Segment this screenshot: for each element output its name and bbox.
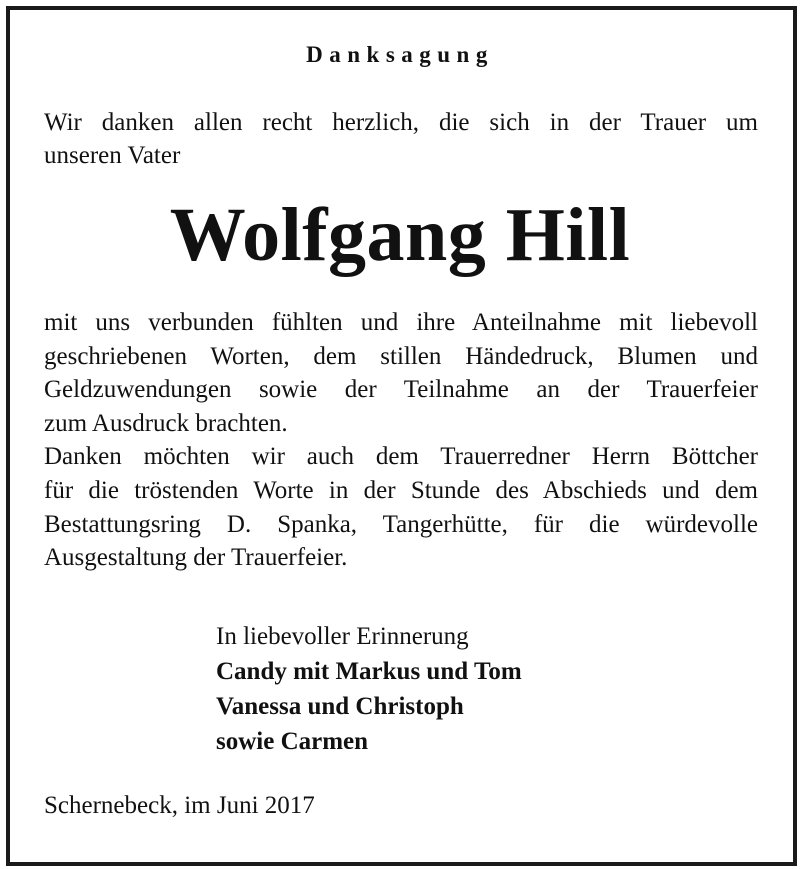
paragraph-line: Geldzuwendungen sowie der Teilnahme an der Trauerfeier: [44, 376, 758, 404]
paragraph-line: für die tröstenden Worte in der Stunde des Abschieds und dem: [44, 476, 758, 504]
thanks-paragraph: [44, 306, 758, 575]
signature-name: sowie Carmen: [216, 728, 369, 755]
paragraph-line: zum Ausdruck brachten.: [44, 409, 288, 437]
signature-name: Vanessa und Christoph: [216, 693, 464, 720]
intro-line: unseren Vater: [44, 142, 181, 169]
paragraph-line: Ausgestaltung der Trauerfeier.: [44, 544, 348, 572]
paragraph-line: Danken möchten wir auch dem Trauerredner Herrn Böttcher: [44, 443, 758, 471]
paragraph-line: geschriebenen Worten, dem stillen Händedruck, Blumen und: [44, 342, 758, 370]
signature-name: Candy mit Markus und Tom: [216, 658, 522, 685]
intro-paragraph: [44, 106, 758, 172]
paragraph-line: Bestattungsring D. Spanka, Tangerhütte, für die würdevolle: [44, 510, 758, 538]
place-date: Schernebeck, im Juni 2017: [44, 792, 315, 819]
signature-block: [216, 619, 522, 759]
paragraph-line: mit uns verbunden fühlten und ihre Anteilnahme mit liebevoll: [44, 309, 758, 336]
notice-heading: Danksagung: [306, 42, 494, 67]
signature-intro: In liebevoller Erinnerung: [216, 623, 469, 650]
intro-line: Wir danken allen recht herzlich, die sich in der Trauer um: [44, 109, 758, 136]
deceased-name: Wolfgang Hill: [169, 193, 631, 277]
